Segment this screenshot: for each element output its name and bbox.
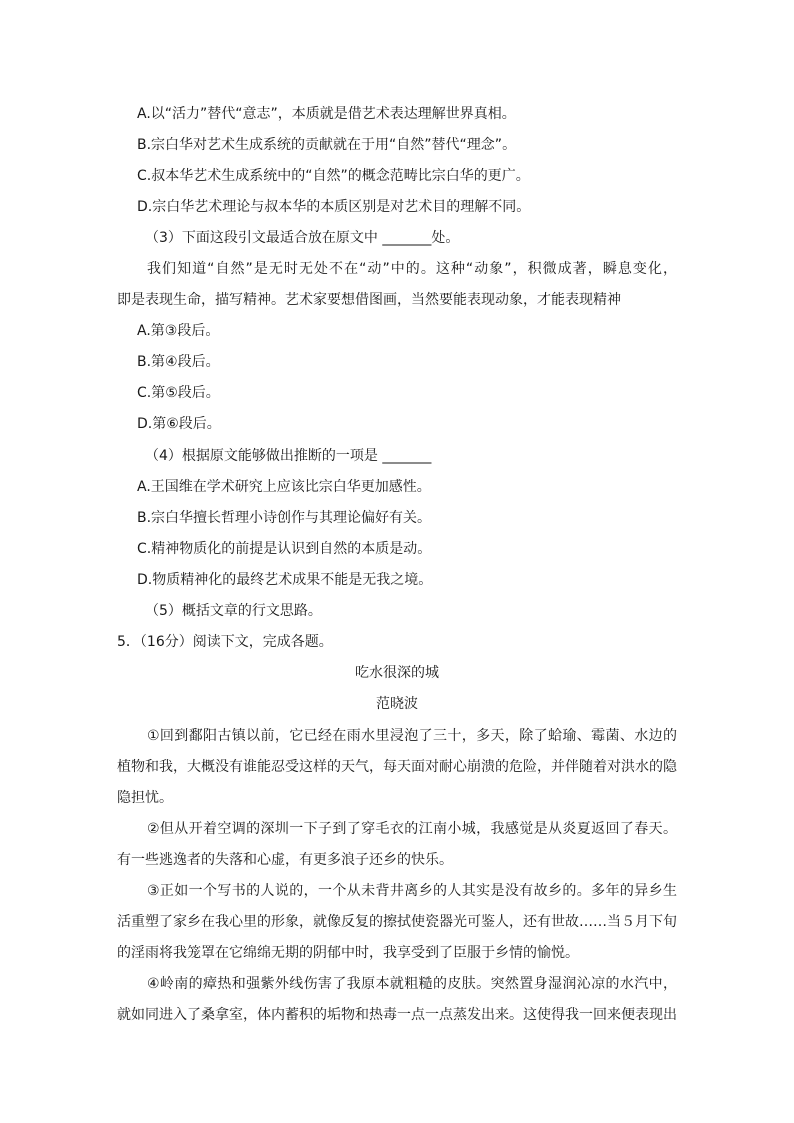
para4-line1: ④岭南的瘴热和强紫外线伤害了我原本就粗糙的皮肤。突然置身湿润沁凉的水汽中， bbox=[147, 976, 677, 992]
q3-quote-line2: 即是表现生命，描写精神。艺术家要想借图画，当然要能表现动象，才能表现精神 bbox=[117, 292, 621, 308]
q4-option-a: A.王国维在学术研究上应该比宗白华更加感性。 bbox=[137, 479, 431, 495]
q2-option-c: C.叔本华艺术生成系统中的“自然”的概念范畴比宗白华的更广。 bbox=[137, 168, 530, 184]
q2-option-d: D.宗白华艺术理论与叔本华的本质区别是对艺术目的理解不同。 bbox=[137, 199, 531, 215]
q2-option-a: A.以“活力”替代“意志”，本质就是借艺术表达理解世界真相。 bbox=[137, 106, 516, 122]
para3-line1: ③正如一个写书的人说的，一个从未背井离乡的人其实是没有故乡的。多年的异乡生 bbox=[147, 883, 677, 899]
q3-option-c: C.第⑤段后。 bbox=[137, 385, 220, 401]
q2-option-b: B.宗白华对艺术生成系统的贡献就在于用“自然”替代“理念”。 bbox=[137, 137, 517, 153]
article-author: 范晓波 bbox=[376, 696, 418, 712]
section5-heading: 5．（16分）阅读下文，完成各题。 bbox=[117, 634, 333, 650]
para3-line3: 的淫雨将我笼罩在它绵绵无期的阴郁中时，我享受到了臣服于乡情的愉悦。 bbox=[117, 945, 579, 961]
para1-line3: 隐担忧。 bbox=[117, 790, 173, 806]
para1-line2: 植物和我，大概没有谁能忍受这样的天气，每天面对耐心崩溃的危险，并伴随着对洪水的隐 bbox=[117, 759, 677, 775]
para4-line2: 就如同进入了桑拿室，体内蓄积的垢物和热毒一点一点蒸发出来。这使得我一回来便表现出 bbox=[117, 1007, 677, 1023]
q5-stem: （5）概括文章的行文思路。 bbox=[145, 603, 322, 619]
para3-line2: 活重塑了家乡在我心里的形象，就像反复的擦拭使瓷器光可鉴人，还有世故……当５月下旬 bbox=[117, 914, 677, 930]
para1-line1: ①回到鄱阳古镇以前，它已经在雨水里浸泡了三十，多天，除了蛤瑜、霉菌、水边的 bbox=[147, 728, 677, 744]
para2-line1: ②但从开着空调的深圳一下子到了穿毛衣的江南小城，我感觉是从炎夏返回了春天。 bbox=[147, 821, 677, 837]
q3-stem: （3）下面这段引文最适合放在原文中 _______处。 bbox=[145, 230, 460, 246]
article-title: 吃水很深的城 bbox=[355, 665, 439, 681]
para2-line2: 有一些逃逸者的失落和心虚，有更多浪子还乡的快乐。 bbox=[117, 852, 453, 868]
q3-option-a: A.第③段后。 bbox=[137, 323, 220, 339]
q3-option-b: B.第④段后。 bbox=[137, 354, 220, 370]
q4-stem: （4）根据原文能够做出推断的一项是 _______ bbox=[145, 448, 432, 464]
q3-option-d: D.第⑥段后。 bbox=[137, 416, 221, 432]
q4-option-c: C.精神物质化的前提是认识到自然的本质是动。 bbox=[137, 541, 432, 557]
q4-option-b: B.宗白华擅长哲理小诗创作与其理论偏好有关。 bbox=[137, 510, 432, 526]
q4-option-d: D.物质精神化的最终艺术成果不能是无我之境。 bbox=[137, 572, 433, 588]
q3-quote-line1: 我们知道“自然”是无时无处不在“动”中的。这种“动象”，积微成著，瞬息变化， bbox=[147, 261, 677, 277]
